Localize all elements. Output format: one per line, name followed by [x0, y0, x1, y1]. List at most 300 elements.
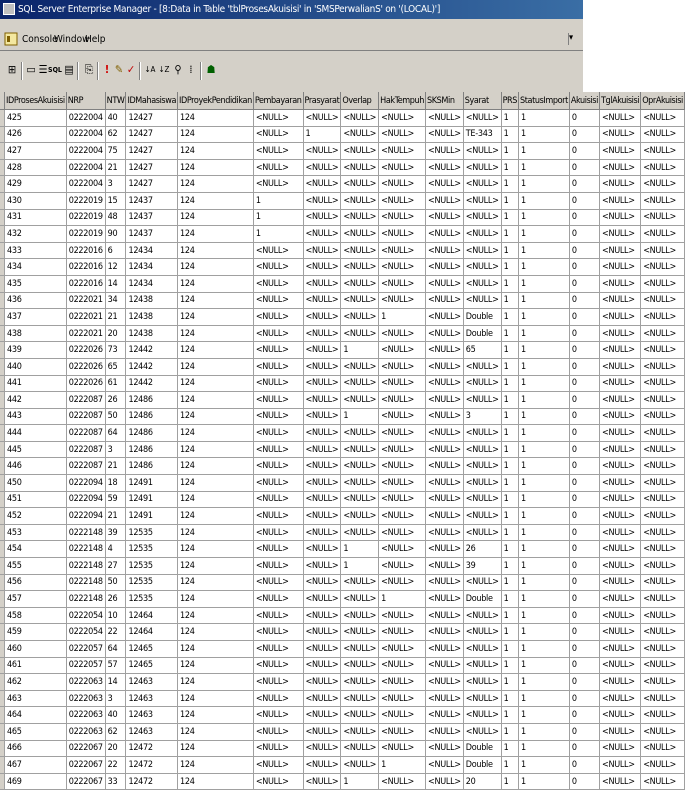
- grid-cell[interactable]: <NULL>: [426, 176, 464, 193]
- grid-cell[interactable]: 0: [569, 558, 599, 575]
- grid-cell[interactable]: 124: [178, 408, 254, 425]
- grid-cell[interactable]: <NULL>: [303, 309, 341, 326]
- grid-cell[interactable]: 124: [178, 541, 254, 558]
- grid-cell[interactable]: 124: [178, 226, 254, 243]
- grid-cell[interactable]: <NULL>: [599, 607, 640, 624]
- grid-cell[interactable]: 1: [501, 524, 518, 541]
- grid-cell[interactable]: 0222057: [66, 657, 105, 674]
- grid-cell[interactable]: 1: [519, 259, 570, 276]
- grid-cell[interactable]: <NULL>: [599, 740, 640, 757]
- table-row[interactable]: [0, 723, 684, 740]
- grid-cell[interactable]: 1: [519, 325, 570, 342]
- grid-cell[interactable]: 57: [105, 657, 126, 674]
- table-row[interactable]: [0, 607, 684, 624]
- grid-cell[interactable]: <NULL>: [341, 657, 379, 674]
- grid-cell[interactable]: <NULL>: [341, 441, 379, 458]
- grid-cell[interactable]: 124: [178, 524, 254, 541]
- grid-cell[interactable]: <NULL>: [253, 641, 303, 658]
- grid-cell[interactable]: 427: [5, 143, 67, 160]
- grid-cell[interactable]: 0: [569, 126, 599, 143]
- grid-cell[interactable]: <NULL>: [379, 358, 426, 375]
- grid-cell[interactable]: <NULL>: [303, 143, 341, 160]
- grid-cell[interactable]: <NULL>: [426, 425, 464, 442]
- grid-cell[interactable]: 0: [569, 192, 599, 209]
- grid-cell[interactable]: 124: [178, 657, 254, 674]
- grid-cell[interactable]: <NULL>: [463, 226, 501, 243]
- grid-cell[interactable]: 1: [379, 757, 426, 774]
- grid-cell[interactable]: 124: [178, 375, 254, 392]
- grid-cell[interactable]: <NULL>: [341, 723, 379, 740]
- grid-cell[interactable]: 1: [519, 723, 570, 740]
- grid-cell[interactable]: 124: [178, 674, 254, 691]
- grid-cell[interactable]: 12472: [126, 740, 178, 757]
- grid-cell[interactable]: 21: [105, 309, 126, 326]
- grid-cell[interactable]: <NULL>: [641, 375, 685, 392]
- grid-cell[interactable]: 458: [5, 607, 67, 624]
- grid-cell[interactable]: Double: [463, 740, 501, 757]
- grid-cell[interactable]: 12465: [126, 657, 178, 674]
- grid-cell[interactable]: 0222021: [66, 292, 105, 309]
- grid-cell[interactable]: <NULL>: [463, 143, 501, 160]
- grid-cell[interactable]: <NULL>: [463, 242, 501, 259]
- grid-cell[interactable]: <NULL>: [599, 624, 640, 641]
- grid-cell[interactable]: <NULL>: [641, 358, 685, 375]
- grid-cell[interactable]: 50: [105, 408, 126, 425]
- table-row[interactable]: [0, 773, 684, 790]
- grid-cell[interactable]: 12463: [126, 707, 178, 724]
- grid-cell[interactable]: 22: [105, 624, 126, 641]
- grid-cell[interactable]: <NULL>: [303, 375, 341, 392]
- grid-cell[interactable]: 0: [569, 657, 599, 674]
- sql-pane-icon[interactable]: SQL: [48, 66, 62, 74]
- grid-cell[interactable]: <NULL>: [641, 192, 685, 209]
- grid-cell[interactable]: 65: [105, 358, 126, 375]
- grid-cell[interactable]: 1: [341, 558, 379, 575]
- grid-cell[interactable]: <NULL>: [599, 674, 640, 691]
- grid-cell[interactable]: 1: [341, 342, 379, 359]
- grid-cell[interactable]: 0222148: [66, 558, 105, 575]
- grid-cell[interactable]: <NULL>: [426, 408, 464, 425]
- grid-cell[interactable]: <NULL>: [253, 558, 303, 575]
- grid-cell[interactable]: 1: [303, 126, 341, 143]
- grid-cell[interactable]: 12463: [126, 723, 178, 740]
- grid-cell[interactable]: 0: [569, 607, 599, 624]
- grid-cell[interactable]: <NULL>: [426, 226, 464, 243]
- grid-cell[interactable]: 0: [569, 574, 599, 591]
- grid-cell[interactable]: 434: [5, 259, 67, 276]
- grid-cell[interactable]: <NULL>: [463, 375, 501, 392]
- grid-cell[interactable]: 1: [519, 624, 570, 641]
- grid-cell[interactable]: <NULL>: [303, 707, 341, 724]
- grid-cell[interactable]: 0: [569, 325, 599, 342]
- grid-cell[interactable]: <NULL>: [426, 607, 464, 624]
- table-row[interactable]: [0, 641, 684, 658]
- grid-cell[interactable]: 3: [463, 408, 501, 425]
- grid-cell[interactable]: <NULL>: [253, 624, 303, 641]
- grid-cell[interactable]: 0: [569, 757, 599, 774]
- grid-cell[interactable]: <NULL>: [341, 491, 379, 508]
- grid-cell[interactable]: 438: [5, 325, 67, 342]
- table-row[interactable]: [0, 358, 684, 375]
- grid-cell[interactable]: 0222148: [66, 574, 105, 591]
- grid-cell[interactable]: <NULL>: [379, 690, 426, 707]
- grid-cell[interactable]: <NULL>: [426, 641, 464, 658]
- grid-cell[interactable]: 0222148: [66, 591, 105, 608]
- grid-cell[interactable]: 1: [519, 143, 570, 160]
- grid-cell[interactable]: 20: [463, 773, 501, 790]
- grid-cell[interactable]: 1: [501, 541, 518, 558]
- grid-cell[interactable]: <NULL>: [303, 408, 341, 425]
- grid-cell[interactable]: 0: [569, 392, 599, 409]
- grid-cell[interactable]: 12535: [126, 524, 178, 541]
- grid-cell[interactable]: 27: [105, 558, 126, 575]
- grid-cell[interactable]: <NULL>: [426, 558, 464, 575]
- grid-cell[interactable]: 124: [178, 110, 254, 127]
- grid-cell[interactable]: 0222016: [66, 275, 105, 292]
- grid-cell[interactable]: <NULL>: [253, 126, 303, 143]
- table-row[interactable]: [0, 707, 684, 724]
- grid-cell[interactable]: <NULL>: [599, 773, 640, 790]
- column-header[interactable]: NRP: [66, 92, 105, 110]
- grid-cell[interactable]: <NULL>: [253, 491, 303, 508]
- grid-cell[interactable]: <NULL>: [341, 192, 379, 209]
- grid-cell[interactable]: 1: [501, 325, 518, 342]
- grid-cell[interactable]: 1: [501, 491, 518, 508]
- menu-console[interactable]: Console: [22, 34, 58, 45]
- grid-cell[interactable]: 65: [463, 342, 501, 359]
- grid-cell[interactable]: 3: [105, 690, 126, 707]
- grid-cell[interactable]: <NULL>: [463, 508, 501, 525]
- grid-cell[interactable]: 0: [569, 491, 599, 508]
- grid-cell[interactable]: 1: [501, 458, 518, 475]
- grid-cell[interactable]: 1: [501, 740, 518, 757]
- grid-cell[interactable]: 4: [105, 541, 126, 558]
- grid-cell[interactable]: <NULL>: [426, 740, 464, 757]
- grid-cell[interactable]: <NULL>: [463, 458, 501, 475]
- grid-cell[interactable]: 1: [519, 558, 570, 575]
- grid-cell[interactable]: <NULL>: [641, 524, 685, 541]
- grid-cell[interactable]: 12427: [126, 110, 178, 127]
- grid-cell[interactable]: 443: [5, 408, 67, 425]
- grid-cell[interactable]: <NULL>: [341, 176, 379, 193]
- grid-cell[interactable]: 1: [519, 641, 570, 658]
- grid-cell[interactable]: <NULL>: [253, 475, 303, 492]
- grid-cell[interactable]: <NULL>: [426, 508, 464, 525]
- verify-sql-icon[interactable]: ✎: [114, 63, 124, 76]
- grid-cell[interactable]: <NULL>: [379, 458, 426, 475]
- grid-cell[interactable]: 1: [501, 126, 518, 143]
- table-row[interactable]: [0, 192, 684, 209]
- table-row[interactable]: [0, 740, 684, 757]
- grid-cell[interactable]: 460: [5, 641, 67, 658]
- grid-cell[interactable]: <NULL>: [641, 690, 685, 707]
- grid-cell[interactable]: 1: [501, 707, 518, 724]
- grid-cell[interactable]: <NULL>: [303, 159, 341, 176]
- grid-pane-icon[interactable]: ☰: [38, 63, 48, 76]
- grid-cell[interactable]: 437: [5, 309, 67, 326]
- grid-cell[interactable]: 1: [501, 275, 518, 292]
- grid-cell[interactable]: 124: [178, 176, 254, 193]
- column-header[interactable]: IDProyekPendidikan: [178, 92, 254, 110]
- grid-cell[interactable]: 0222026: [66, 342, 105, 359]
- grid-cell[interactable]: <NULL>: [303, 425, 341, 442]
- grid-cell[interactable]: <NULL>: [341, 375, 379, 392]
- grid-cell[interactable]: 1: [519, 508, 570, 525]
- grid-cell[interactable]: 0222094: [66, 491, 105, 508]
- grid-cell[interactable]: 0: [569, 773, 599, 790]
- grid-cell[interactable]: 12535: [126, 558, 178, 575]
- grid-cell[interactable]: 124: [178, 458, 254, 475]
- grid-cell[interactable]: 446: [5, 458, 67, 475]
- grid-cell[interactable]: 124: [178, 425, 254, 442]
- grid-cell[interactable]: <NULL>: [599, 159, 640, 176]
- grid-cell[interactable]: 1: [501, 209, 518, 226]
- grid-cell[interactable]: 0222016: [66, 242, 105, 259]
- grid-cell[interactable]: <NULL>: [426, 126, 464, 143]
- grid-cell[interactable]: 124: [178, 574, 254, 591]
- grid-cell[interactable]: <NULL>: [303, 192, 341, 209]
- grid-cell[interactable]: 0: [569, 475, 599, 492]
- grid-cell[interactable]: 442: [5, 392, 67, 409]
- grid-cell[interactable]: 12427: [126, 159, 178, 176]
- grid-cell[interactable]: 21: [105, 508, 126, 525]
- grid-cell[interactable]: 1: [519, 126, 570, 143]
- grid-cell[interactable]: <NULL>: [599, 325, 640, 342]
- grid-cell[interactable]: <NULL>: [253, 458, 303, 475]
- grid-cell[interactable]: <NULL>: [303, 508, 341, 525]
- table-row[interactable]: [0, 275, 684, 292]
- grid-cell[interactable]: 0222063: [66, 723, 105, 740]
- grid-cell[interactable]: 0222004: [66, 176, 105, 193]
- grid-cell[interactable]: <NULL>: [303, 259, 341, 276]
- grid-cell[interactable]: <NULL>: [641, 773, 685, 790]
- grid-cell[interactable]: <NULL>: [379, 126, 426, 143]
- grid-cell[interactable]: <NULL>: [303, 641, 341, 658]
- grid-cell[interactable]: <NULL>: [426, 375, 464, 392]
- grid-cell[interactable]: 1: [501, 723, 518, 740]
- grid-cell[interactable]: 1: [501, 392, 518, 409]
- grid-cell[interactable]: 433: [5, 242, 67, 259]
- grid-cell[interactable]: <NULL>: [379, 740, 426, 757]
- grid-cell[interactable]: <NULL>: [641, 159, 685, 176]
- grid-cell[interactable]: <NULL>: [426, 292, 464, 309]
- grid-cell[interactable]: 1: [379, 309, 426, 326]
- grid-cell[interactable]: 0222094: [66, 475, 105, 492]
- grid-cell[interactable]: 1: [501, 607, 518, 624]
- grid-cell[interactable]: <NULL>: [341, 110, 379, 127]
- grid-cell[interactable]: <NULL>: [303, 723, 341, 740]
- grid-cell[interactable]: 459: [5, 624, 67, 641]
- title-bar[interactable]: [0, 0, 583, 19]
- grid-cell[interactable]: 124: [178, 441, 254, 458]
- grid-cell[interactable]: <NULL>: [253, 574, 303, 591]
- grid-cell[interactable]: <NULL>: [641, 226, 685, 243]
- grid-cell[interactable]: 48: [105, 209, 126, 226]
- grid-cell[interactable]: 0: [569, 408, 599, 425]
- grid-cell[interactable]: <NULL>: [426, 159, 464, 176]
- grid-cell[interactable]: <NULL>: [379, 192, 426, 209]
- grid-cell[interactable]: 0222067: [66, 757, 105, 774]
- grid-cell[interactable]: <NULL>: [253, 325, 303, 342]
- grid-cell[interactable]: 12464: [126, 607, 178, 624]
- grid-cell[interactable]: <NULL>: [599, 558, 640, 575]
- grid-cell[interactable]: 0: [569, 209, 599, 226]
- grid-cell[interactable]: <NULL>: [303, 541, 341, 558]
- grid-cell[interactable]: <NULL>: [341, 159, 379, 176]
- grid-cell[interactable]: 0222087: [66, 458, 105, 475]
- grid-cell[interactable]: 20: [105, 325, 126, 342]
- grid-cell[interactable]: <NULL>: [599, 192, 640, 209]
- grid-cell[interactable]: 62: [105, 126, 126, 143]
- grid-cell[interactable]: <NULL>: [303, 392, 341, 409]
- grid-cell[interactable]: <NULL>: [599, 541, 640, 558]
- remove-filter-icon[interactable]: ✓: [126, 63, 136, 76]
- grid-cell[interactable]: 12427: [126, 143, 178, 160]
- grid-cell[interactable]: <NULL>: [379, 773, 426, 790]
- grid-cell[interactable]: <NULL>: [463, 723, 501, 740]
- grid-cell[interactable]: 12535: [126, 574, 178, 591]
- window-restore-icon[interactable]: ▾: [568, 33, 579, 45]
- grid-cell[interactable]: 0: [569, 358, 599, 375]
- grid-cell[interactable]: <NULL>: [426, 657, 464, 674]
- grid-cell[interactable]: <NULL>: [253, 342, 303, 359]
- grid-cell[interactable]: 34: [105, 292, 126, 309]
- grid-cell[interactable]: 12438: [126, 309, 178, 326]
- grid-cell[interactable]: 12434: [126, 259, 178, 276]
- grid-cell[interactable]: <NULL>: [426, 110, 464, 127]
- grid-cell[interactable]: Double: [463, 757, 501, 774]
- grid-cell[interactable]: <NULL>: [641, 275, 685, 292]
- menu-help[interactable]: Help: [85, 34, 106, 45]
- grid-cell[interactable]: <NULL>: [426, 458, 464, 475]
- grid-cell[interactable]: 124: [178, 558, 254, 575]
- grid-cell[interactable]: 1: [519, 740, 570, 757]
- grid-cell[interactable]: <NULL>: [253, 259, 303, 276]
- results-pane-icon[interactable]: ▤: [64, 63, 74, 76]
- grid-cell[interactable]: <NULL>: [426, 275, 464, 292]
- grid-cell[interactable]: 1: [519, 441, 570, 458]
- grid-cell[interactable]: 0222094: [66, 508, 105, 525]
- grid-cell[interactable]: <NULL>: [463, 607, 501, 624]
- grid-cell[interactable]: 0: [569, 425, 599, 442]
- table-row[interactable]: [0, 425, 684, 442]
- grid-cell[interactable]: 450: [5, 475, 67, 492]
- grid-cell[interactable]: <NULL>: [341, 607, 379, 624]
- grid-cell[interactable]: 124: [178, 723, 254, 740]
- diagram-pane-icon[interactable]: ▭: [26, 63, 36, 76]
- grid-cell[interactable]: <NULL>: [463, 491, 501, 508]
- grid-cell[interactable]: <NULL>: [303, 475, 341, 492]
- grid-cell[interactable]: <NULL>: [379, 508, 426, 525]
- grid-cell[interactable]: 15: [105, 192, 126, 209]
- grid-cell[interactable]: 1: [519, 607, 570, 624]
- grid-cell[interactable]: <NULL>: [426, 392, 464, 409]
- grid-cell[interactable]: <NULL>: [303, 441, 341, 458]
- grid-cell[interactable]: 0: [569, 541, 599, 558]
- grid-cell[interactable]: 124: [178, 508, 254, 525]
- grid-cell[interactable]: <NULL>: [599, 392, 640, 409]
- grid-cell[interactable]: <NULL>: [641, 292, 685, 309]
- grid-cell[interactable]: <NULL>: [303, 110, 341, 127]
- grid-cell[interactable]: 12427: [126, 126, 178, 143]
- grid-cell[interactable]: 0222067: [66, 740, 105, 757]
- grid-cell[interactable]: <NULL>: [341, 591, 379, 608]
- grid-cell[interactable]: 1: [519, 159, 570, 176]
- grid-cell[interactable]: <NULL>: [641, 723, 685, 740]
- grid-cell[interactable]: <NULL>: [303, 690, 341, 707]
- grid-cell[interactable]: 26: [463, 541, 501, 558]
- grid-cell[interactable]: <NULL>: [599, 143, 640, 160]
- grid-cell[interactable]: <NULL>: [641, 558, 685, 575]
- group-by-icon[interactable]: ⁞: [189, 63, 193, 76]
- grid-cell[interactable]: 1: [501, 143, 518, 160]
- grid-cell[interactable]: <NULL>: [599, 524, 640, 541]
- column-header[interactable]: Akuisisi: [569, 92, 599, 110]
- grid-cell[interactable]: 1: [341, 541, 379, 558]
- grid-cell[interactable]: 0222087: [66, 441, 105, 458]
- grid-cell[interactable]: 124: [178, 259, 254, 276]
- grid-cell[interactable]: <NULL>: [641, 126, 685, 143]
- table-row[interactable]: [0, 558, 684, 575]
- grid-cell[interactable]: 432: [5, 226, 67, 243]
- grid-cell[interactable]: <NULL>: [379, 375, 426, 392]
- grid-cell[interactable]: 0: [569, 690, 599, 707]
- grid-cell[interactable]: 64: [105, 641, 126, 658]
- grid-cell[interactable]: <NULL>: [641, 309, 685, 326]
- grid-cell[interactable]: <NULL>: [253, 408, 303, 425]
- grid-cell[interactable]: 0: [569, 309, 599, 326]
- grid-cell[interactable]: 124: [178, 740, 254, 757]
- grid-cell[interactable]: <NULL>: [426, 690, 464, 707]
- grid-cell[interactable]: 75: [105, 143, 126, 160]
- grid-cell[interactable]: <NULL>: [463, 641, 501, 658]
- grid-cell[interactable]: 64: [105, 425, 126, 442]
- grid-cell[interactable]: 453: [5, 524, 67, 541]
- grid-cell[interactable]: 1: [519, 524, 570, 541]
- grid-cell[interactable]: <NULL>: [303, 657, 341, 674]
- grid-cell[interactable]: 1: [501, 757, 518, 774]
- grid-cell[interactable]: 124: [178, 392, 254, 409]
- column-header[interactable]: NTW: [105, 92, 126, 110]
- grid-cell[interactable]: <NULL>: [599, 408, 640, 425]
- grid-cell[interactable]: <NULL>: [303, 757, 341, 774]
- grid-cell[interactable]: <NULL>: [426, 309, 464, 326]
- grid-cell[interactable]: 1: [519, 375, 570, 392]
- grid-cell[interactable]: <NULL>: [599, 574, 640, 591]
- grid-cell[interactable]: 1: [501, 159, 518, 176]
- grid-cell[interactable]: <NULL>: [379, 641, 426, 658]
- grid-cell[interactable]: <NULL>: [641, 392, 685, 409]
- grid-cell[interactable]: 429: [5, 176, 67, 193]
- grid-cell[interactable]: 124: [178, 143, 254, 160]
- grid-cell[interactable]: <NULL>: [641, 143, 685, 160]
- grid-cell[interactable]: 1: [501, 558, 518, 575]
- grid-cell[interactable]: 466: [5, 740, 67, 757]
- table-row[interactable]: [0, 259, 684, 276]
- grid-cell[interactable]: 0: [569, 674, 599, 691]
- grid-cell[interactable]: 124: [178, 690, 254, 707]
- grid-cell[interactable]: <NULL>: [599, 342, 640, 359]
- grid-cell[interactable]: 1: [519, 242, 570, 259]
- grid-cell[interactable]: 441: [5, 375, 67, 392]
- grid-cell[interactable]: 18: [105, 475, 126, 492]
- grid-cell[interactable]: <NULL>: [341, 425, 379, 442]
- grid-cell[interactable]: TE-343: [463, 126, 501, 143]
- grid-cell[interactable]: 12463: [126, 674, 178, 691]
- grid-cell[interactable]: 0: [569, 458, 599, 475]
- grid-cell[interactable]: 436: [5, 292, 67, 309]
- grid-cell[interactable]: <NULL>: [426, 259, 464, 276]
